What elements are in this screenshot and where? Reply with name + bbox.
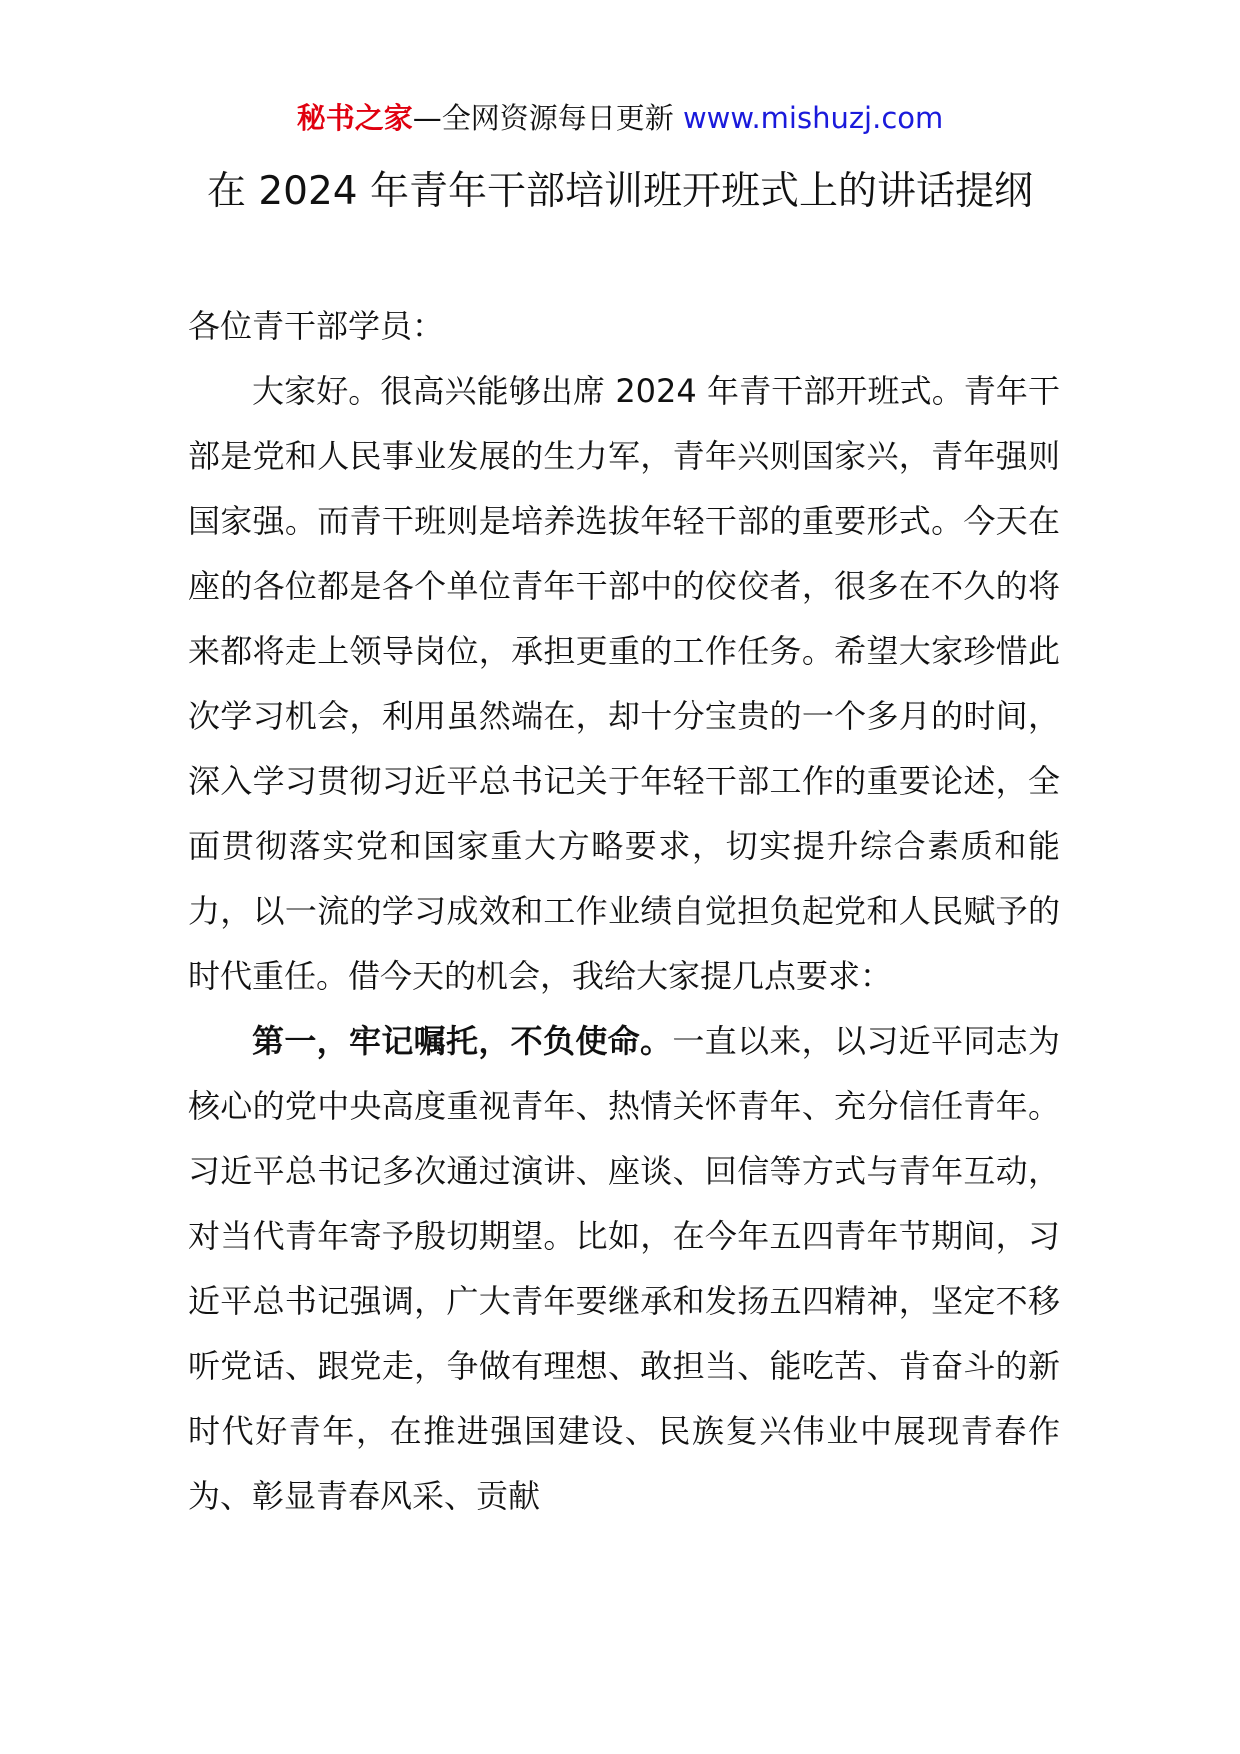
site-url-link[interactable]: www.mishuzj.com (682, 101, 944, 135)
point-one-heading: 第一，牢记嘱托，不负使命。 (252, 1022, 673, 1060)
paragraph-opening: 大家好。很高兴能够出席 2024 年青干部开班式。青年干部是党和人民事业发展的生力军，青年兴则国家兴，青年强则国家强。而青干班则是培养选拔年轻干部的重要形式。今天在座的各位都是各个单位青年干部中的佼佼者，很多在不久的将来都将走上领导岗位，承担更重的工作任务。希望大家珍惜此次学习机会，利用虽然端在，却十分宝贵的一个多月的时间，深入学习贯彻习近平总书记关于年轻干部工作的重要论述，全面贯彻落实党和国家重大方略要求，切实提升综合素质和能力，以一流的学习成效和工作业绩自觉担负起党和人民赋予的时代重任。借今天的机会，我给大家提几点要求： (188, 372, 1060, 995)
point-one-body: 一直以来，以习近平同志为核心的党中央高度重视青年、热情关怀青年、充分信任青年。习近平总书记多次通过演讲、座谈、回信等方式与青年互动，对当代青年寄予殷切期望。比如，在今年五四青年节期间，习近平总书记强调，广大青年要继承和发扬五四精神，坚定不移听党话、跟党走，争做有理想、敢担当、能吃苦、肯奋斗的新时代好青年，在推进强国建设、民族复兴伟业中展现青春作为、彰显青春风采、贡献 (188, 1022, 1060, 1515)
document-body (188, 294, 1060, 1529)
document-title: 在 2024 年青年干部培训班开班式上的讲话提纲 (206, 169, 1034, 214)
paragraph-point-one (188, 1009, 1060, 1529)
site-brand: 秘书之家 (296, 101, 413, 135)
site-header (0, 98, 1240, 138)
salutation: 各位青干部学员： (188, 307, 445, 345)
site-tagline: —全网资源每日更新 (412, 101, 674, 135)
